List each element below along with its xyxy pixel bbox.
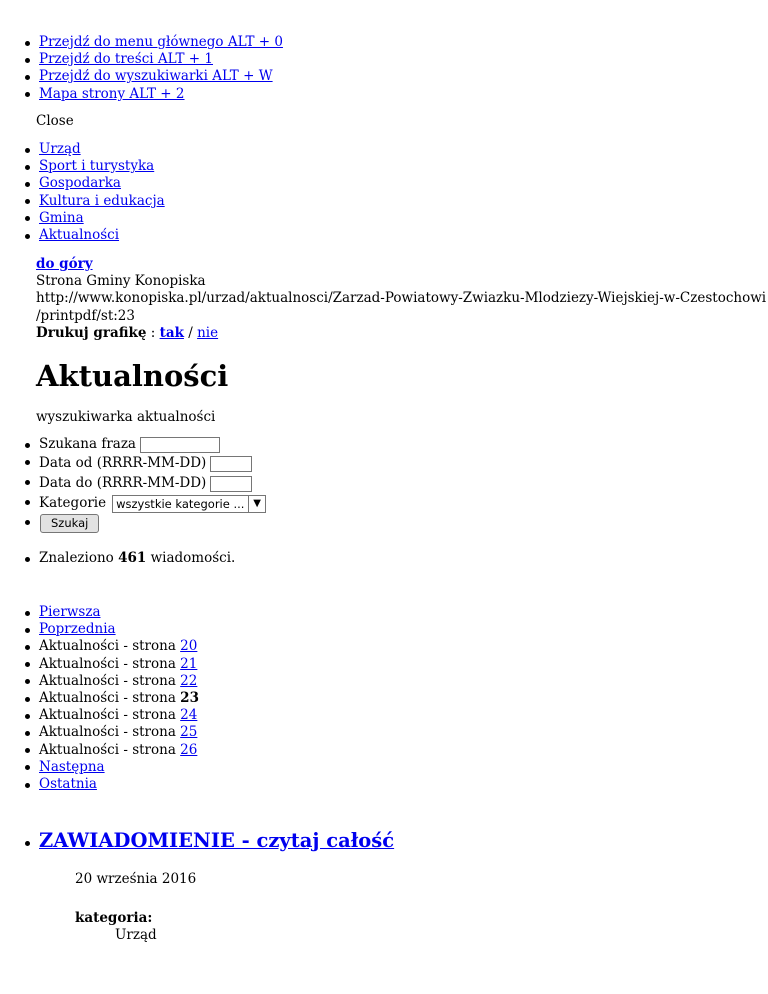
article-category-value: Urząd (115, 927, 157, 943)
menu-link[interactable]: Gospodarka (39, 175, 121, 192)
print-graphics-row (36, 325, 768, 342)
previous-page-link[interactable]: Poprzednia (39, 621, 116, 638)
results-count-row (0, 550, 235, 567)
pagination (36, 604, 199, 793)
main-menu (36, 141, 165, 244)
page-label: Aktualności - strona (39, 707, 181, 724)
pagination-page (0, 724, 199, 741)
first-page-link[interactable]: Pierwsza (39, 604, 101, 620)
menu-link[interactable]: Aktualności (39, 227, 120, 244)
page-label: Aktualności - strona (39, 672, 181, 689)
article-category-label: kategoria: (75, 910, 153, 926)
menu-link[interactable]: Kultura i edukacja (39, 192, 165, 209)
current-page-number: 23 (180, 690, 199, 707)
page-url-continued: /printpdf/st:23 (36, 307, 135, 324)
category-select[interactable] (112, 495, 266, 513)
sitemap-link[interactable]: Mapa strony ALT + 2 (39, 85, 185, 102)
menu-item-gospodarka[interactable] (0, 175, 165, 192)
skip-link-item[interactable] (0, 68, 283, 85)
date-to-row (0, 473, 266, 493)
print-graphics-no-link[interactable]: nie (197, 324, 219, 341)
search-heading: wyszukiwarka aktualności (36, 409, 216, 425)
results-summary (36, 550, 235, 567)
print-graphics-label: Drukuj grafikę (36, 324, 147, 341)
results-prefix: Znaleziono (39, 550, 119, 566)
results-count: 461 (118, 550, 147, 566)
back-to-top-link[interactable]: do góry (36, 256, 93, 272)
skip-link-item[interactable] (0, 34, 283, 51)
page-link-22[interactable]: 22 (180, 672, 198, 689)
menu-item-urzad[interactable] (0, 141, 165, 158)
skip-link-item[interactable] (0, 51, 283, 68)
search-phrase-input[interactable] (140, 437, 220, 453)
menu-item-gmina[interactable] (0, 210, 165, 227)
pagination-previous[interactable] (0, 621, 199, 638)
skip-links (36, 34, 283, 103)
print-header (36, 256, 768, 342)
menu-item-sport[interactable] (0, 158, 165, 175)
results-suffix: wiadomości. (146, 550, 236, 566)
skip-to-search-link[interactable]: Przejdź do wyszukiwarki ALT + W (39, 68, 273, 85)
menu-item-kultura[interactable] (0, 193, 165, 210)
article-date: 20 września 2016 (75, 871, 197, 887)
skip-link-item[interactable] (0, 86, 283, 103)
menu-link[interactable]: Sport i turystyka (39, 158, 155, 175)
category-label: Kategorie (39, 495, 107, 512)
page-link-25[interactable]: 25 (180, 724, 198, 741)
submit-row (0, 513, 266, 535)
pagination-page (0, 742, 199, 759)
menu-link[interactable]: Urząd (39, 141, 81, 157)
page-title: Aktualności (36, 359, 229, 393)
skip-to-menu-link[interactable]: Przejdź do menu głównego ALT + 0 (39, 34, 283, 50)
pagination-page (0, 673, 199, 690)
page-link-24[interactable]: 24 (180, 707, 198, 724)
last-page-link[interactable]: Ostatnia (39, 776, 97, 793)
search-phrase-label: Szukana fraza (39, 436, 136, 452)
date-from-label: Data od (RRRR-MM-DD) (39, 455, 207, 472)
page-label: Aktualności - strona (39, 638, 181, 655)
category-selected-value: wszystkie kategorie ... (116, 496, 245, 511)
pagination-first[interactable] (0, 604, 199, 621)
menu-item-aktualnosci[interactable] (0, 227, 165, 244)
article-title (39, 829, 394, 853)
separator: : (146, 324, 160, 341)
article-title-link[interactable]: ZAWIADOMIENIE - czytaj całość (39, 829, 395, 852)
menu-link[interactable]: Gmina (39, 209, 84, 226)
close-button[interactable]: Close (36, 113, 74, 129)
pagination-page (0, 656, 199, 673)
dropdown-arrow-icon[interactable]: ▼ (248, 496, 265, 512)
date-to-input[interactable] (210, 476, 252, 492)
page-label: Aktualności - strona (39, 690, 181, 707)
page-url: http://www.konopiska.pl/urzad/aktualnosci/Zarzad-Powiatowy-Zwiazku-Mlodziezy-Wiejskiej-w-Czestochowi (36, 290, 767, 307)
search-submit-button[interactable]: Szukaj (40, 514, 99, 533)
next-page-link[interactable]: Następna (39, 758, 105, 775)
page-label: Aktualności - strona (39, 655, 181, 672)
article-list (36, 829, 394, 853)
date-to-label: Data do (RRRR-MM-DD) (39, 475, 207, 492)
date-from-row (0, 453, 266, 473)
page-label: Aktualności - strona (39, 724, 181, 741)
search-phrase-row (0, 436, 266, 453)
pagination-page (0, 638, 199, 655)
page-link-26[interactable]: 26 (180, 741, 198, 758)
separator: / (183, 324, 198, 341)
date-from-input[interactable] (210, 456, 252, 472)
page-label: Aktualności - strona (39, 741, 181, 758)
page-link-20[interactable]: 20 (180, 638, 198, 655)
site-name: Strona Gminy Konopiska (36, 273, 206, 290)
pagination-last[interactable] (0, 776, 199, 793)
category-row (0, 493, 266, 513)
print-graphics-yes-link[interactable]: tak (159, 324, 184, 341)
page-link-21[interactable]: 21 (180, 655, 198, 672)
search-form (36, 436, 266, 535)
pagination-next[interactable] (0, 759, 199, 776)
article-item (0, 829, 394, 853)
pagination-page-current (0, 690, 199, 707)
pagination-page (0, 707, 199, 724)
skip-to-content-link[interactable]: Przejdź do treści ALT + 1 (39, 51, 213, 68)
